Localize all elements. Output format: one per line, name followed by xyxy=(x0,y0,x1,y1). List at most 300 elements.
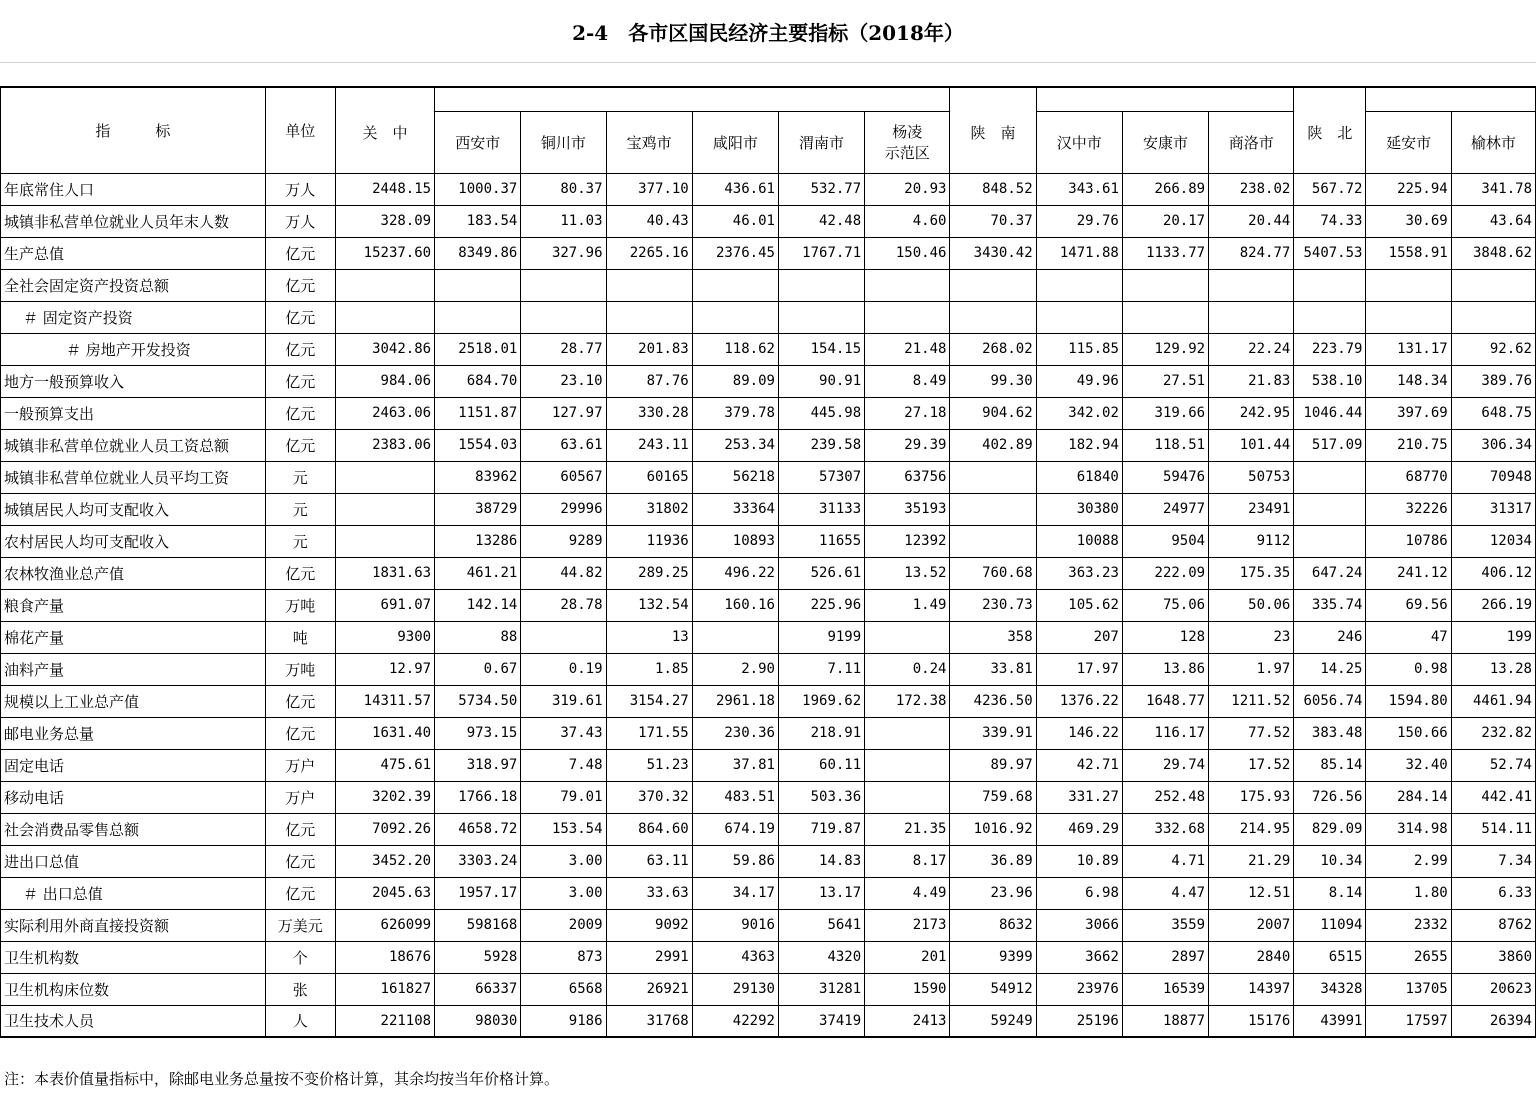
table-cell: 2009 xyxy=(521,909,606,941)
table-cell: 232.82 xyxy=(1451,717,1535,749)
row-indicator-name: 规模以上工业总产值 xyxy=(1,685,266,717)
table-cell: 7.34 xyxy=(1451,845,1535,877)
table-cell: 50.06 xyxy=(1209,589,1294,621)
table-cell: 63756 xyxy=(865,461,950,493)
table-cell: 44.82 xyxy=(521,557,606,589)
table-cell: 63.61 xyxy=(521,429,606,461)
table-row xyxy=(1,781,1536,813)
table-cell: 335.74 xyxy=(1294,589,1366,621)
table-cell: 66337 xyxy=(435,973,521,1005)
table-cell: 63.11 xyxy=(606,845,692,877)
table-cell: 9300 xyxy=(335,621,434,653)
row-unit: 亿元 xyxy=(265,717,335,749)
table-cell: 538.10 xyxy=(1294,365,1366,397)
spacer-row xyxy=(0,62,1536,87)
table-cell: 32.40 xyxy=(1366,749,1451,781)
table-cell: 4236.50 xyxy=(950,685,1036,717)
table-cell: 21.29 xyxy=(1209,845,1294,877)
table-cell: 37.43 xyxy=(521,717,606,749)
table-cell: 442.41 xyxy=(1451,781,1535,813)
table-row xyxy=(1,493,1536,525)
table-body xyxy=(1,173,1536,1037)
table-cell: 23.10 xyxy=(521,365,606,397)
table-cell: 1.97 xyxy=(1209,653,1294,685)
table-cell: 12392 xyxy=(865,525,950,557)
table-cell: 3066 xyxy=(1036,909,1122,941)
table-cell: 60567 xyxy=(521,461,606,493)
table-cell: 5407.53 xyxy=(1294,237,1366,269)
table-cell: 118.62 xyxy=(692,333,778,365)
row-unit: 亿元 xyxy=(265,557,335,589)
table-cell: 973.15 xyxy=(435,717,521,749)
table-cell xyxy=(692,269,778,301)
table-cell: 626099 xyxy=(335,909,434,941)
row-unit: 亿元 xyxy=(265,365,335,397)
row-unit: 元 xyxy=(265,493,335,525)
table-cell: 223.79 xyxy=(1294,333,1366,365)
header-shanbei: 陕 北 xyxy=(1294,87,1366,173)
table-cell: 9399 xyxy=(950,941,1036,973)
header-city: 汉中市 xyxy=(1036,111,1122,173)
table-cell: 9092 xyxy=(606,909,692,941)
table-cell: 314.98 xyxy=(1366,813,1451,845)
table-cell: 2383.06 xyxy=(335,429,434,461)
table-cell: 1376.22 xyxy=(1036,685,1122,717)
table-cell: 46.01 xyxy=(692,205,778,237)
table-cell: 2007 xyxy=(1209,909,1294,941)
table-cell: 252.48 xyxy=(1122,781,1208,813)
table-cell: 1.80 xyxy=(1366,877,1451,909)
row-indicator-name: 粮食产量 xyxy=(1,589,266,621)
table-cell: 8.17 xyxy=(865,845,950,877)
table-cell: 207 xyxy=(1036,621,1122,653)
header-yangling-line2: 示范区 xyxy=(884,144,930,162)
table-cell: 4.47 xyxy=(1122,877,1208,909)
table-cell: 171.55 xyxy=(606,717,692,749)
header-shannan-span xyxy=(1036,87,1294,111)
table-cell: 5734.50 xyxy=(435,685,521,717)
table-cell: 68770 xyxy=(1366,461,1451,493)
table-cell: 10088 xyxy=(1036,525,1122,557)
table-cell: 42.71 xyxy=(1036,749,1122,781)
table-cell: 3559 xyxy=(1122,909,1208,941)
header-city: 宝鸡市 xyxy=(606,111,692,173)
table-cell: 33364 xyxy=(692,493,778,525)
table-cell: 12.51 xyxy=(1209,877,1294,909)
table-cell: 0.19 xyxy=(521,653,606,685)
table-cell: 4.60 xyxy=(865,205,950,237)
table-cell: 9504 xyxy=(1122,525,1208,557)
table-cell: 222.09 xyxy=(1122,557,1208,589)
row-unit: 亿元 xyxy=(265,429,335,461)
table-cell: 4461.94 xyxy=(1451,685,1535,717)
row-indicator-name: 城镇非私营单位就业人员工资总额 xyxy=(1,429,266,461)
row-indicator-name: 实际利用外商直接投资额 xyxy=(1,909,266,941)
table-cell: 43991 xyxy=(1294,1005,1366,1037)
table-cell: 199 xyxy=(1451,621,1535,653)
table-cell: 7092.26 xyxy=(335,813,434,845)
table-cell: 83962 xyxy=(435,461,521,493)
table-cell: 243.11 xyxy=(606,429,692,461)
table-cell xyxy=(950,301,1036,333)
table-cell: 15237.60 xyxy=(335,237,434,269)
table-cell xyxy=(778,269,864,301)
table-cell: 17597 xyxy=(1366,1005,1451,1037)
table-cell: 370.32 xyxy=(606,781,692,813)
table-cell: 99.30 xyxy=(950,365,1036,397)
row-unit: 亿元 xyxy=(265,237,335,269)
table-cell xyxy=(335,301,434,333)
header-yangling-line1: 杨凌 xyxy=(892,123,923,141)
table-cell: 6568 xyxy=(521,973,606,1005)
row-unit: 亿元 xyxy=(265,813,335,845)
table-cell: 475.61 xyxy=(335,749,434,781)
table-cell: 43.64 xyxy=(1451,205,1535,237)
table-cell: 29.39 xyxy=(865,429,950,461)
table-cell: 496.22 xyxy=(692,557,778,589)
table-cell: 21.83 xyxy=(1209,365,1294,397)
table-cell: 70948 xyxy=(1451,461,1535,493)
table-cell xyxy=(950,493,1036,525)
table-cell: 60.11 xyxy=(778,749,864,781)
row-indicator-name: 卫生机构数 xyxy=(1,941,266,973)
table-row xyxy=(1,749,1536,781)
table-cell: 9112 xyxy=(1209,525,1294,557)
table-cell: 87.76 xyxy=(606,365,692,397)
table-cell: 2332 xyxy=(1366,909,1451,941)
table-cell: 238.02 xyxy=(1209,173,1294,205)
table-cell xyxy=(950,269,1036,301)
table-row xyxy=(1,333,1536,365)
header-city: 商洛市 xyxy=(1209,111,1294,173)
table-cell: 3430.42 xyxy=(950,237,1036,269)
table-cell: 61840 xyxy=(1036,461,1122,493)
table-cell xyxy=(1036,301,1122,333)
table-cell: 69.56 xyxy=(1366,589,1451,621)
table-cell: 319.61 xyxy=(521,685,606,717)
row-indicator-name: 城镇居民人均可支配收入 xyxy=(1,493,266,525)
table-cell: 105.62 xyxy=(1036,589,1122,621)
table-cell: 14311.57 xyxy=(335,685,434,717)
table-cell: 175.35 xyxy=(1209,557,1294,589)
table-cell: 3662 xyxy=(1036,941,1122,973)
table-cell: 3042.86 xyxy=(335,333,434,365)
table-cell: 218.91 xyxy=(778,717,864,749)
table-cell: 201.83 xyxy=(606,333,692,365)
table-row xyxy=(1,1005,1536,1037)
table-cell: 397.69 xyxy=(1366,397,1451,429)
table-cell: 14.25 xyxy=(1294,653,1366,685)
table-cell: 20.44 xyxy=(1209,205,1294,237)
table-cell: 3.00 xyxy=(521,877,606,909)
table-cell: 38729 xyxy=(435,493,521,525)
header-guanzhong: 关 中 xyxy=(335,87,434,173)
table-cell: 3848.62 xyxy=(1451,237,1535,269)
table-cell: 21.48 xyxy=(865,333,950,365)
row-indicator-name: 城镇非私营单位就业人员平均工资 xyxy=(1,461,266,493)
table-cell xyxy=(1036,269,1122,301)
table-cell: 445.98 xyxy=(778,397,864,429)
table-cell: 47 xyxy=(1366,621,1451,653)
table-cell: 116.17 xyxy=(1122,717,1208,749)
table-cell: 1000.37 xyxy=(435,173,521,205)
table-cell: 16539 xyxy=(1122,973,1208,1005)
table-cell xyxy=(1294,269,1366,301)
table-cell: 1016.92 xyxy=(950,813,1036,845)
table-cell: 4658.72 xyxy=(435,813,521,845)
table-cell: 6.33 xyxy=(1451,877,1535,909)
row-indicator-name: 全社会固定资产投资总额 xyxy=(1,269,266,301)
table-cell: 342.02 xyxy=(1036,397,1122,429)
table-cell: 20623 xyxy=(1451,973,1535,1005)
table-cell: 461.21 xyxy=(435,557,521,589)
row-indicator-name: 农村居民人均可支配收入 xyxy=(1,525,266,557)
table-cell: 131.17 xyxy=(1366,333,1451,365)
table-cell: 389.76 xyxy=(1451,365,1535,397)
header-city: 铜川市 xyxy=(521,111,606,173)
table-cell xyxy=(778,301,864,333)
table-cell: 436.61 xyxy=(692,173,778,205)
table-cell: 29130 xyxy=(692,973,778,1005)
row-unit: 元 xyxy=(265,525,335,557)
table-cell: 332.68 xyxy=(1122,813,1208,845)
table-row xyxy=(1,365,1536,397)
table-cell: 1471.88 xyxy=(1036,237,1122,269)
table-cell: 8762 xyxy=(1451,909,1535,941)
table-cell: 246 xyxy=(1294,621,1366,653)
table-cell: 1.85 xyxy=(606,653,692,685)
table-cell: 759.68 xyxy=(950,781,1036,813)
table-cell: 89.09 xyxy=(692,365,778,397)
table-cell: 9199 xyxy=(778,621,864,653)
header-city: 咸阳市 xyxy=(692,111,778,173)
table-cell: 328.09 xyxy=(335,205,434,237)
header-city: 延安市 xyxy=(1366,111,1451,173)
table-cell: 79.01 xyxy=(521,781,606,813)
table-cell: 3860 xyxy=(1451,941,1535,973)
table-cell xyxy=(1451,301,1535,333)
header-guanzhong-span xyxy=(435,87,950,111)
table-cell: 27.18 xyxy=(865,397,950,429)
table-cell: 2463.06 xyxy=(335,397,434,429)
table-cell xyxy=(606,301,692,333)
table-cell: 2173 xyxy=(865,909,950,941)
footnote: 注：本表价值量指标中，除邮电业务总量按不变价格计算，其余均按当年价格计算。 xyxy=(4,1070,560,1088)
table-cell: 210.75 xyxy=(1366,429,1451,461)
row-unit: 亿元 xyxy=(265,845,335,877)
table-cell: 80.37 xyxy=(521,173,606,205)
table-cell: 1766.18 xyxy=(435,781,521,813)
row-indicator-name: 卫生技术人员 xyxy=(1,1005,266,1037)
table-cell: 848.52 xyxy=(950,173,1036,205)
table-cell: 31768 xyxy=(606,1005,692,1037)
table-cell: 57307 xyxy=(778,461,864,493)
table-cell: 25196 xyxy=(1036,1005,1122,1037)
header-unit: 单位 xyxy=(265,87,335,173)
table-cell: 34328 xyxy=(1294,973,1366,1005)
table-cell: 514.11 xyxy=(1451,813,1535,845)
table-cell: 984.06 xyxy=(335,365,434,397)
table-cell: 0.67 xyxy=(435,653,521,685)
table-cell: 13.17 xyxy=(778,877,864,909)
table-cell: 23 xyxy=(1209,621,1294,653)
row-unit: 万人 xyxy=(265,173,335,205)
table-cell: 4363 xyxy=(692,941,778,973)
table-cell xyxy=(1209,269,1294,301)
table-cell: 598168 xyxy=(435,909,521,941)
row-unit: 元 xyxy=(265,461,335,493)
table-cell: 230.73 xyxy=(950,589,1036,621)
row-indicator-name: 年底常住人口 xyxy=(1,173,266,205)
table-cell: 8632 xyxy=(950,909,1036,941)
table-cell: 31133 xyxy=(778,493,864,525)
table-cell: 31317 xyxy=(1451,493,1535,525)
table-cell xyxy=(865,301,950,333)
table-cell xyxy=(521,301,606,333)
table-cell: 23.96 xyxy=(950,877,1036,909)
table-cell: 74.33 xyxy=(1294,205,1366,237)
table-row xyxy=(1,173,1536,205)
table-cell: 648.75 xyxy=(1451,397,1535,429)
table-row xyxy=(1,269,1536,301)
table-cell: 52.74 xyxy=(1451,749,1535,781)
row-unit: 万美元 xyxy=(265,909,335,941)
table-cell: 183.54 xyxy=(435,205,521,237)
table-cell: 10.89 xyxy=(1036,845,1122,877)
table-cell xyxy=(1366,301,1451,333)
table-row xyxy=(1,429,1536,461)
table-cell: 284.14 xyxy=(1366,781,1451,813)
table-cell: 10.34 xyxy=(1294,845,1366,877)
table-cell: 1558.91 xyxy=(1366,237,1451,269)
table-cell: 225.96 xyxy=(778,589,864,621)
row-indicator-name: 地方一般预算收入 xyxy=(1,365,266,397)
table-cell: 13.28 xyxy=(1451,653,1535,685)
table-cell: 10893 xyxy=(692,525,778,557)
table-cell: 383.48 xyxy=(1294,717,1366,749)
table-cell: 6.98 xyxy=(1036,877,1122,909)
table-cell: 142.14 xyxy=(435,589,521,621)
table-cell: 85.14 xyxy=(1294,749,1366,781)
row-indicator-name: ＃ 房地产开发投资 xyxy=(1,333,266,365)
table-cell: 1648.77 xyxy=(1122,685,1208,717)
header-city: 西安市 xyxy=(435,111,521,173)
table-cell: 26394 xyxy=(1451,1005,1535,1037)
indicator-table xyxy=(0,86,1536,1038)
table-cell: 35193 xyxy=(865,493,950,525)
table-cell: 3452.20 xyxy=(335,845,434,877)
row-indicator-name: ＃ 固定资产投资 xyxy=(1,301,266,333)
table-cell: 1767.71 xyxy=(778,237,864,269)
table-row xyxy=(1,461,1536,493)
table-cell: 89.97 xyxy=(950,749,1036,781)
table-cell: 18877 xyxy=(1122,1005,1208,1037)
table-cell: 318.97 xyxy=(435,749,521,781)
table-cell: 2991 xyxy=(606,941,692,973)
table-cell: 13 xyxy=(606,621,692,653)
table-cell: 59476 xyxy=(1122,461,1208,493)
table-cell: 1969.62 xyxy=(778,685,864,717)
table-cell: 674.19 xyxy=(692,813,778,845)
table-cell: 517.09 xyxy=(1294,429,1366,461)
table-cell: 59.86 xyxy=(692,845,778,877)
table-cell: 20.93 xyxy=(865,173,950,205)
table-cell: 148.34 xyxy=(1366,365,1451,397)
row-unit: 人 xyxy=(265,1005,335,1037)
table-row xyxy=(1,557,1536,589)
table-cell: 2.99 xyxy=(1366,845,1451,877)
table-cell: 14397 xyxy=(1209,973,1294,1005)
table-cell: 129.92 xyxy=(1122,333,1208,365)
table-cell: 2376.45 xyxy=(692,237,778,269)
table-cell: 2961.18 xyxy=(692,685,778,717)
table-cell xyxy=(1294,493,1366,525)
table-cell xyxy=(1451,269,1535,301)
header-indicator: 指 标 xyxy=(1,87,266,173)
table-cell: 406.12 xyxy=(1451,557,1535,589)
table-cell: 77.52 xyxy=(1209,717,1294,749)
table-cell: 268.02 xyxy=(950,333,1036,365)
table-cell: 13.86 xyxy=(1122,653,1208,685)
table-cell: 27.51 xyxy=(1122,365,1208,397)
table-cell: 92.62 xyxy=(1451,333,1535,365)
row-indicator-name: 邮电业务总量 xyxy=(1,717,266,749)
table-cell: 15176 xyxy=(1209,1005,1294,1037)
table-cell xyxy=(1122,301,1208,333)
table-cell: 42292 xyxy=(692,1005,778,1037)
table-cell: 29996 xyxy=(521,493,606,525)
row-unit: 吨 xyxy=(265,621,335,653)
table-cell: 221108 xyxy=(335,1005,434,1037)
row-unit: 个 xyxy=(265,941,335,973)
row-unit: 万户 xyxy=(265,781,335,813)
row-unit: 万吨 xyxy=(265,653,335,685)
table-row xyxy=(1,653,1536,685)
table-cell: 503.36 xyxy=(778,781,864,813)
table-cell: 31281 xyxy=(778,973,864,1005)
table-cell: 1594.80 xyxy=(1366,685,1451,717)
table-cell xyxy=(335,493,434,525)
table-cell: 341.78 xyxy=(1451,173,1535,205)
table-cell: 214.95 xyxy=(1209,813,1294,845)
row-indicator-name: ＃ 出口总值 xyxy=(1,877,266,909)
row-unit: 亿元 xyxy=(265,397,335,429)
row-indicator-name: 油料产量 xyxy=(1,653,266,685)
table-cell: 239.58 xyxy=(778,429,864,461)
row-unit: 万人 xyxy=(265,205,335,237)
table-cell: 904.62 xyxy=(950,397,1036,429)
table-cell: 29.74 xyxy=(1122,749,1208,781)
row-unit: 张 xyxy=(265,973,335,1005)
table-cell: 6515 xyxy=(1294,941,1366,973)
table-cell xyxy=(435,301,521,333)
table-cell: 8.49 xyxy=(865,365,950,397)
table-cell xyxy=(692,621,778,653)
table-cell: 150.46 xyxy=(865,237,950,269)
table-cell: 9186 xyxy=(521,1005,606,1037)
table-cell: 98030 xyxy=(435,1005,521,1037)
table-cell: 3202.39 xyxy=(335,781,434,813)
table-cell: 5928 xyxy=(435,941,521,973)
table-cell: 363.23 xyxy=(1036,557,1122,589)
table-cell: 5641 xyxy=(778,909,864,941)
table-cell: 13286 xyxy=(435,525,521,557)
table-cell: 14.83 xyxy=(778,845,864,877)
table-row xyxy=(1,525,1536,557)
row-indicator-name: 社会消费品零售总额 xyxy=(1,813,266,845)
table-cell: 7.11 xyxy=(778,653,864,685)
table-cell: 23491 xyxy=(1209,493,1294,525)
